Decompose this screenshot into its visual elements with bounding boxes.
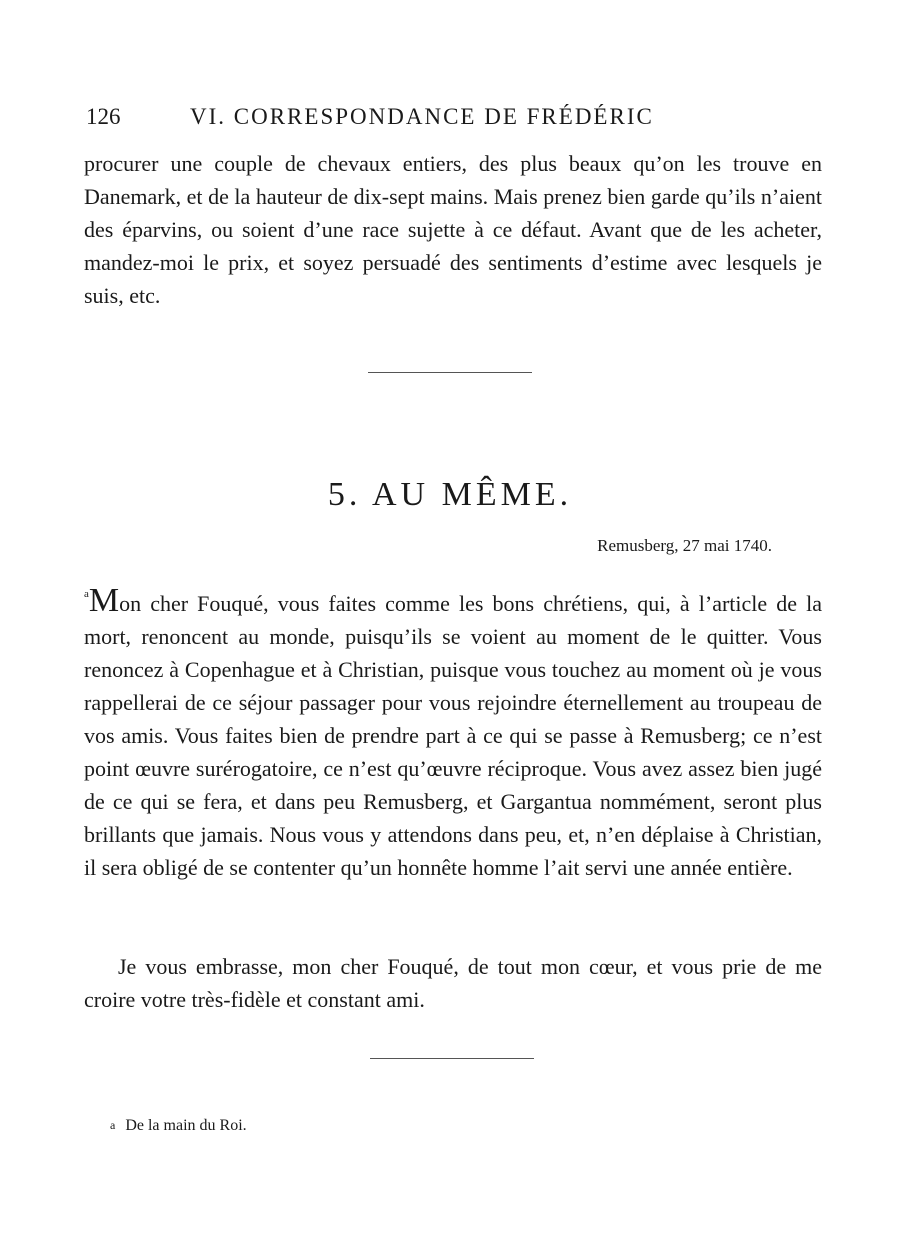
end-divider [370, 1058, 534, 1059]
footnote-reference: a [84, 588, 89, 600]
letter-dateline: Remusberg, 27 mai 1740. [597, 536, 772, 555]
initial-letter: M [88, 582, 120, 619]
closing-paragraph: Je vous embrasse, mon cher Fouqué, de tout mon cœur, et vous prie de me croire votre très-fidèle et constant ami. [84, 954, 822, 1012]
letter-body [84, 578, 822, 884]
letter-text: on cher Fouqué, vous faites comme les bons chrétiens, qui, à l’article de la mort, renoncent au monde, puisqu’ils se voient au moment de le quitter. Vous renoncez à Copenhague et à Christian, puisque vous touchez au moment où je vous rappellerai de ce séjour passager pour vous rejoindre éternellement au troupeau de vos amis. Vous faites bien de prendre part à ce qui se passe à Remusberg; ce n’est point œuvre surérogatoire, ce n’est qu’œuvre réciproque. Vous avez assez bien jugé de ce qui se fera, et dans peu Remusberg, et Gargantua nommément, seront plus brillants que jamais. Nous vous y attendons dans peu, et, n’en déplaise à Christian, il sera obligé de se contenter qu’un honnête homme l’ait servi une année entière. [84, 591, 822, 880]
footnote [110, 1117, 247, 1135]
footnote-marker: a [110, 1118, 116, 1132]
page-number: 126 [86, 104, 121, 129]
section-divider [368, 372, 532, 373]
section-heading: 5. AU MÊME. [327, 476, 573, 513]
continuation-paragraph: procurer une couple de chevaux entiers, des plus beaux qu’on les trouve en Danemark, et de la hauteur de dix-sept mains. Mais prenez bien garde qu’ils n’aient des éparvins, ou soient d’une race sujette à ce défaut. Avant que de les acheter, mandez-moi le prix, et soyez persuadé des sentiments d’estime avec lesquels je suis, etc. [84, 151, 822, 308]
running-title: VI. CORRESPONDANCE DE FRÉDÉRIC [190, 104, 654, 129]
footnote-text: De la main du Roi. [125, 1117, 247, 1134]
running-head [86, 100, 826, 134]
